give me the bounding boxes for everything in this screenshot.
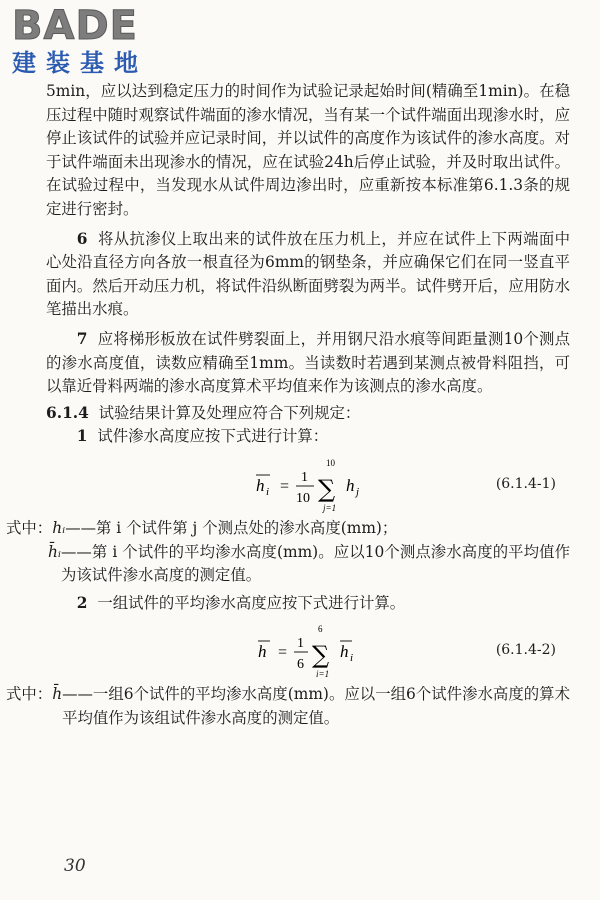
item-2-text: 一组试件的平均渗水高度应按下式进行计算。 xyxy=(97,593,406,612)
page-number: 30 xyxy=(64,856,86,876)
formula-lhs-sub: i xyxy=(266,485,270,498)
logo-text: BADE xyxy=(12,3,138,49)
formula-numerator: 1 xyxy=(301,469,308,485)
definitions-2 xyxy=(6,683,570,730)
definition-symbol: hᵢ xyxy=(52,518,66,537)
formula-term-sub: i xyxy=(350,652,354,665)
item-2 xyxy=(46,592,570,616)
document-body xyxy=(6,80,570,730)
item-1-text: 试件渗水高度应按下式进行计算： xyxy=(97,427,329,446)
equation-number: (6.1.4-2) xyxy=(495,642,556,659)
formula-term-sub: j xyxy=(356,485,360,498)
formula-denominator: 6 xyxy=(297,657,304,673)
item-7 xyxy=(46,328,570,399)
definition-row xyxy=(46,541,570,588)
formula-denominator: 10 xyxy=(296,490,310,506)
formula-lhs: h xyxy=(258,642,267,662)
formula-1-svg xyxy=(46,453,486,517)
sum-sign: ∑ xyxy=(312,641,330,670)
item-6-number: 6 xyxy=(76,229,88,248)
item-6 xyxy=(46,228,570,322)
sum-sign: ∑ xyxy=(318,474,336,503)
formula-equals: = xyxy=(278,644,288,662)
item-1-number: 1 xyxy=(76,427,88,446)
formula-numerator: 1 xyxy=(297,636,304,652)
definition-symbol: h̄ xyxy=(52,685,63,704)
definition-text: ——第 i 个试件第 j 个测点处的渗水高度(mm)； xyxy=(65,518,398,537)
definition-row xyxy=(6,683,570,730)
clause-6-1-4 xyxy=(46,402,570,426)
definition-symbol: h̄ᵢ xyxy=(48,542,62,561)
equation-number: (6.1.4-1) xyxy=(495,475,556,492)
item-7-text: 应将梯形板放在试件劈裂面上，并用钢尺沿水痕等间距量测10个测点的渗水高度值，读数应精确至1mm。当读数时若遇到某测点被骨料阻挡，可以靠近骨料两端的渗水高度算术平均值来作为该测点的渗水高度。 xyxy=(46,329,570,396)
definition-lead: 式中： xyxy=(6,685,53,704)
logo xyxy=(12,3,148,78)
sum-top: 6 xyxy=(318,624,323,635)
formula-2-svg xyxy=(46,619,486,683)
clause-number: 6.1.4 xyxy=(46,403,89,422)
definition-lead: 式中： xyxy=(6,518,53,537)
formula-equals: = xyxy=(280,477,290,495)
item-6-text: 将从抗渗仪上取出来的试件放在压力机上，并应在试件上下两端面中心处沿直径方向各放一根直径为6mm的钢垫条，并应确保它们在同一竖直平面内。然后开动压力机，将试件沿纵断面劈裂为两半。试件劈开后，应用防水笔描出水痕。 xyxy=(46,229,570,319)
definition-text: ——一组6个试件的平均渗水高度(mm)。应以一组6个试件渗水高度的算术平均值作为该组试件渗水高度的测定值。 xyxy=(62,685,570,727)
sum-bottom: j=1 xyxy=(323,502,337,513)
item-1 xyxy=(46,425,570,449)
paragraph-continuation: 5min，应以达到稳定压力的时间作为试验记录起始时间(精确至1min)。在稳压过程中随时观察试件端面的渗水情况，当有某一个试件端面出现渗水时，应停止该试件的试验并应记录时间，并以试件的高度作为该试件的渗水高度。对于试件端面未出现渗水的情况，应在试验24h后停止试验，并及时取出试件。在试验过程中，当发现水从试件周边渗出时，应重新按本标准第6.1.3条的规定进行密封。 xyxy=(46,82,570,218)
definition-text: ——第 i 个试件的平均渗水高度(mm)。应以10个测点渗水高度的平均值作为该试件渗水高度的测定值。 xyxy=(61,542,570,585)
item-7-number: 7 xyxy=(76,329,88,348)
formula-lhs: h xyxy=(256,475,265,495)
sum-bottom: i=1 xyxy=(316,669,330,680)
formula-term: h xyxy=(340,642,349,662)
item-2-number: 2 xyxy=(76,593,88,612)
definition-row xyxy=(6,517,570,541)
formula-term: h xyxy=(346,475,355,495)
formula-6-1-4-1 xyxy=(46,453,570,517)
sum-top: 10 xyxy=(326,457,335,468)
logo-subtitle: 建装基地 xyxy=(12,49,148,77)
formula-6-1-4-2 xyxy=(46,619,570,683)
clause-heading: 试验结果计算及处理应符合下列规定： xyxy=(98,403,361,422)
definitions-1 xyxy=(6,517,570,588)
